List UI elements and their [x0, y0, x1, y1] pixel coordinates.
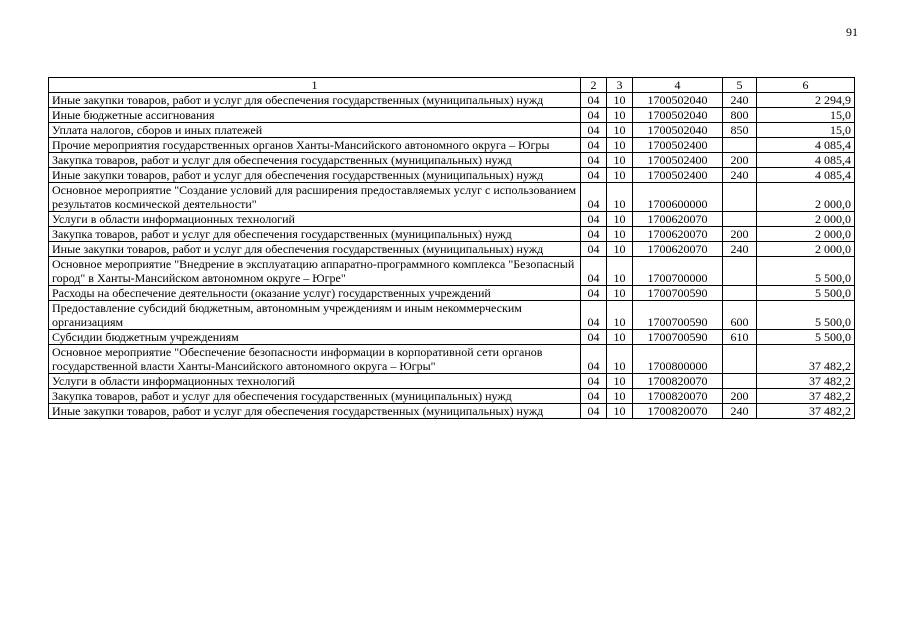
table-row [49, 183, 855, 212]
table-row [49, 330, 855, 345]
column-header: 5 [723, 78, 757, 93]
row-subsection-cell: 10 [607, 153, 633, 168]
row-section-cell: 04 [581, 345, 607, 374]
row-amount-cell: 2 000,0 [757, 242, 855, 257]
table-row [49, 212, 855, 227]
row-subsection-cell: 10 [607, 168, 633, 183]
row-section-cell: 04 [581, 330, 607, 345]
row-section-cell: 04 [581, 227, 607, 242]
row-subsection-cell: 10 [607, 183, 633, 212]
row-amount-cell: 37 482,2 [757, 404, 855, 419]
table-row [49, 153, 855, 168]
row-subsection-cell: 10 [607, 227, 633, 242]
table-row [49, 286, 855, 301]
row-target-article-cell: 1700502040 [633, 108, 723, 123]
row-section-cell: 04 [581, 123, 607, 138]
table-row [49, 404, 855, 419]
row-expense-type-cell: 600 [723, 301, 757, 330]
table-row [49, 345, 855, 374]
row-section-cell: 04 [581, 301, 607, 330]
table-row [49, 242, 855, 257]
row-amount-cell: 37 482,2 [757, 345, 855, 374]
row-amount-cell: 37 482,2 [757, 389, 855, 404]
row-section-cell: 04 [581, 168, 607, 183]
row-target-article-cell: 1700600000 [633, 183, 723, 212]
row-subsection-cell: 10 [607, 138, 633, 153]
row-expense-type-cell: 800 [723, 108, 757, 123]
row-name-cell: Расходы на обеспечение деятельности (оказание услуг) государственных учреждений [49, 286, 581, 301]
row-amount-cell: 5 500,0 [757, 301, 855, 330]
table-row [49, 168, 855, 183]
row-amount-cell: 15,0 [757, 108, 855, 123]
row-name-cell: Иные закупки товаров, работ и услуг для обеспечения государственных (муниципальных) нужд [49, 242, 581, 257]
row-name-cell: Основное мероприятие "Создание условий для расширения предоставляемых услуг с использованием результатов космической деятельности" [49, 183, 581, 212]
row-section-cell: 04 [581, 212, 607, 227]
row-expense-type-cell [723, 138, 757, 153]
column-header: 4 [633, 78, 723, 93]
row-amount-cell: 4 085,4 [757, 153, 855, 168]
table-row [49, 374, 855, 389]
row-subsection-cell: 10 [607, 108, 633, 123]
row-expense-type-cell: 200 [723, 227, 757, 242]
table-row [49, 389, 855, 404]
column-header: 1 [49, 78, 581, 93]
row-section-cell: 04 [581, 93, 607, 108]
row-name-cell: Прочие мероприятия государственных органов Ханты-Мансийского автономного округа – Югры [49, 138, 581, 153]
row-expense-type-cell: 240 [723, 242, 757, 257]
row-subsection-cell: 10 [607, 345, 633, 374]
row-name-cell: Предоставление субсидий бюджетным, автономным учреждениям и иным некоммерческим организациям [49, 301, 581, 330]
row-target-article-cell: 1700502400 [633, 153, 723, 168]
row-expense-type-cell: 200 [723, 389, 757, 404]
row-section-cell: 04 [581, 108, 607, 123]
row-section-cell: 04 [581, 374, 607, 389]
table-row [49, 257, 855, 286]
row-target-article-cell: 1700620070 [633, 227, 723, 242]
row-subsection-cell: 10 [607, 389, 633, 404]
table-row [49, 138, 855, 153]
table-body [49, 93, 855, 419]
row-section-cell: 04 [581, 138, 607, 153]
row-section-cell: 04 [581, 153, 607, 168]
row-subsection-cell: 10 [607, 123, 633, 138]
table-row [49, 93, 855, 108]
table-row [49, 301, 855, 330]
row-target-article-cell: 1700700000 [633, 257, 723, 286]
row-subsection-cell: 10 [607, 330, 633, 345]
row-subsection-cell: 10 [607, 301, 633, 330]
row-amount-cell: 5 500,0 [757, 257, 855, 286]
row-name-cell: Субсидии бюджетным учреждениям [49, 330, 581, 345]
row-amount-cell: 2 000,0 [757, 227, 855, 242]
row-section-cell: 04 [581, 257, 607, 286]
row-target-article-cell: 1700820070 [633, 404, 723, 419]
row-target-article-cell: 1700800000 [633, 345, 723, 374]
row-expense-type-cell: 240 [723, 168, 757, 183]
row-section-cell: 04 [581, 389, 607, 404]
row-subsection-cell: 10 [607, 257, 633, 286]
row-name-cell: Иные бюджетные ассигнования [49, 108, 581, 123]
row-expense-type-cell [723, 212, 757, 227]
row-name-cell: Услуги в области информационных технологий [49, 212, 581, 227]
row-subsection-cell: 10 [607, 93, 633, 108]
row-section-cell: 04 [581, 183, 607, 212]
row-name-cell: Закупка товаров, работ и услуг для обеспечения государственных (муниципальных) нужд [49, 389, 581, 404]
row-expense-type-cell [723, 257, 757, 286]
row-section-cell: 04 [581, 404, 607, 419]
row-expense-type-cell [723, 374, 757, 389]
row-amount-cell: 2 000,0 [757, 212, 855, 227]
row-name-cell: Иные закупки товаров, работ и услуг для обеспечения государственных (муниципальных) нужд [49, 168, 581, 183]
row-subsection-cell: 10 [607, 212, 633, 227]
row-subsection-cell: 10 [607, 242, 633, 257]
row-name-cell: Закупка товаров, работ и услуг для обеспечения государственных (муниципальных) нужд [49, 153, 581, 168]
row-name-cell: Закупка товаров, работ и услуг для обеспечения государственных (муниципальных) нужд [49, 227, 581, 242]
row-expense-type-cell: 850 [723, 123, 757, 138]
row-name-cell: Уплата налогов, сборов и иных платежей [49, 123, 581, 138]
column-header: 6 [757, 78, 855, 93]
row-target-article-cell: 1700502040 [633, 123, 723, 138]
row-amount-cell: 15,0 [757, 123, 855, 138]
row-target-article-cell: 1700620070 [633, 212, 723, 227]
row-section-cell: 04 [581, 286, 607, 301]
row-expense-type-cell: 610 [723, 330, 757, 345]
budget-table [48, 77, 855, 419]
row-name-cell: Основное мероприятие "Обеспечение безопасности информации в корпоративной сети органов государственной власти Ханты-Мансийского автономного округа – Югры" [49, 345, 581, 374]
row-amount-cell: 2 294,9 [757, 93, 855, 108]
row-target-article-cell: 1700700590 [633, 286, 723, 301]
row-target-article-cell: 1700620070 [633, 242, 723, 257]
row-name-cell: Услуги в области информационных технологий [49, 374, 581, 389]
row-expense-type-cell [723, 183, 757, 212]
row-subsection-cell: 10 [607, 374, 633, 389]
row-target-article-cell: 1700502400 [633, 138, 723, 153]
row-target-article-cell: 1700820070 [633, 374, 723, 389]
row-amount-cell: 37 482,2 [757, 374, 855, 389]
row-amount-cell: 4 085,4 [757, 168, 855, 183]
row-expense-type-cell [723, 286, 757, 301]
row-amount-cell: 5 500,0 [757, 330, 855, 345]
row-target-article-cell: 1700502400 [633, 168, 723, 183]
row-name-cell: Основное мероприятие "Внедрение в эксплуатацию аппаратно-программного комплекса "Безопасный город" в Ханты-Мансийском автономном округе – Югре" [49, 257, 581, 286]
table-row [49, 108, 855, 123]
header-row [49, 78, 855, 93]
row-expense-type-cell [723, 345, 757, 374]
row-expense-type-cell: 240 [723, 404, 757, 419]
row-target-article-cell: 1700820070 [633, 389, 723, 404]
table-row [49, 227, 855, 242]
row-section-cell: 04 [581, 242, 607, 257]
row-name-cell: Иные закупки товаров, работ и услуг для обеспечения государственных (муниципальных) нужд [49, 93, 581, 108]
row-expense-type-cell: 200 [723, 153, 757, 168]
row-subsection-cell: 10 [607, 286, 633, 301]
table-row [49, 123, 855, 138]
row-amount-cell: 4 085,4 [757, 138, 855, 153]
page-number: 91 [846, 25, 858, 39]
row-subsection-cell: 10 [607, 404, 633, 419]
column-header: 3 [607, 78, 633, 93]
row-target-article-cell: 1700502040 [633, 93, 723, 108]
row-target-article-cell: 1700700590 [633, 301, 723, 330]
row-name-cell: Иные закупки товаров, работ и услуг для обеспечения государственных (муниципальных) нужд [49, 404, 581, 419]
row-target-article-cell: 1700700590 [633, 330, 723, 345]
row-amount-cell: 2 000,0 [757, 183, 855, 212]
row-amount-cell: 5 500,0 [757, 286, 855, 301]
column-header: 2 [581, 78, 607, 93]
row-expense-type-cell: 240 [723, 93, 757, 108]
